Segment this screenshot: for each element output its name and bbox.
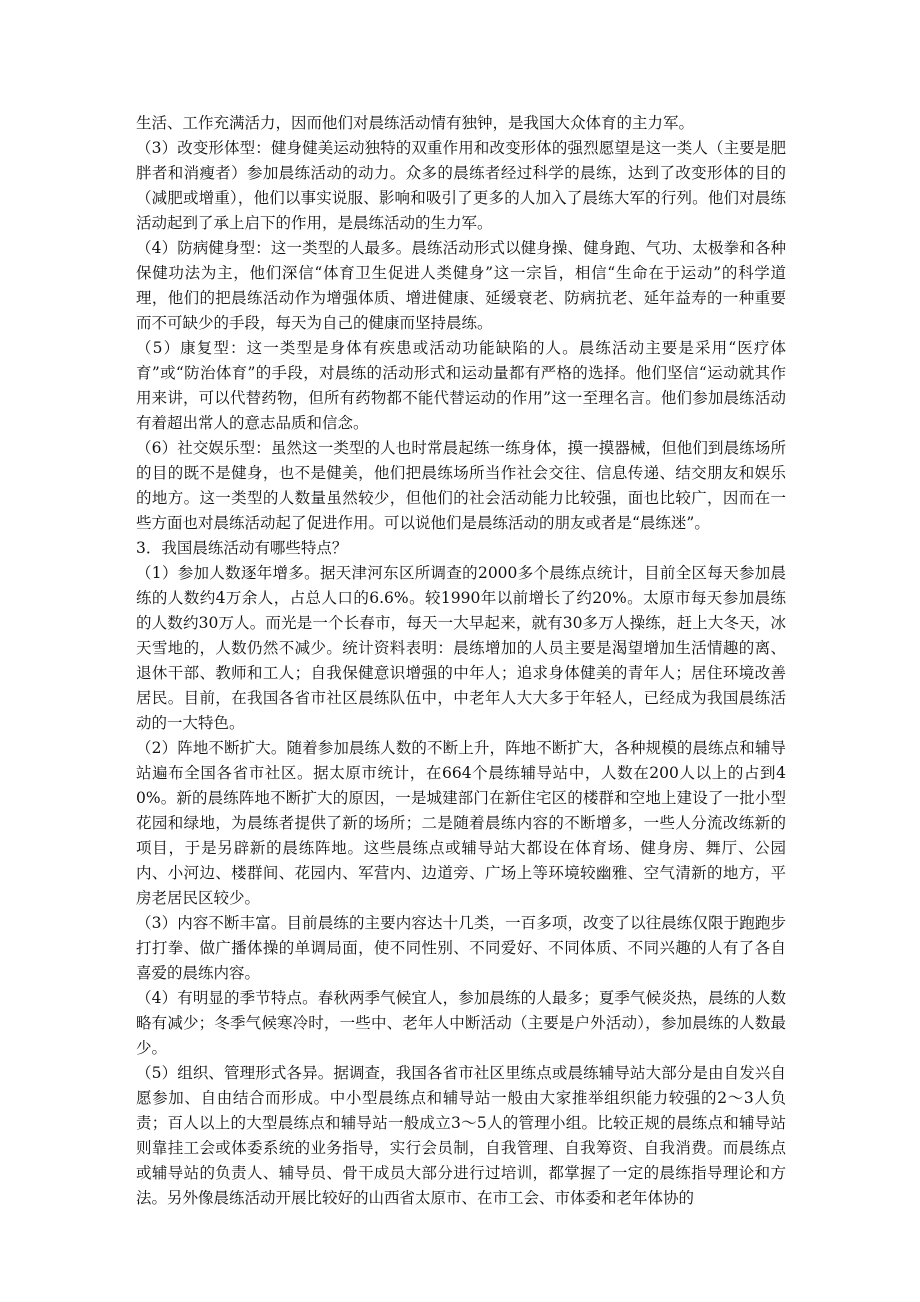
paragraph-feature-3: （3）内容不断丰富。目前晨练的主要内容达十几类，一百多项，改变了以往晨练仅限于跑跑步打打拳、做广播体操的单调局面，使不同性别、不同爱好、不同体质、不同兴趣的人有了各自喜爱的晨练内容。 [136,914,786,982]
paragraph-continuation: 生活、工作充满活力，因而他们对晨练活动情有独钟，是我国大众体育的主力军。 [136,114,695,132]
paragraph-type-4: （4）防病健身型：这一类型的人最多。晨练活动形式以健身操、健身跑、气功、太极拳和各种保健功法为主，他们深信“体育卫生促进人类健身”这一宗旨，相信“生命在于运动”的科学道理，他们的把晨练活动作为增强体质、增进健康、延缓衰老、防病抗老、延年益寿的一种重要而不可缺少的手段，每天为自己的健康而坚持晨练。 [136,239,786,332]
section-heading-question-3: 3．我国晨练活动有哪些特点？ [136,539,348,557]
paragraph-feature-1: （1）参加人数逐年增多。据天津河东区所调查的2000多个晨练点统计，目前全区每天参加晨练的人数约4万余人，占总人口的6.6%。较1990年以前增长了约20%。太原市每天参加晨练的人数约30万人。而光是一个长春市，每天一大早起来，就有30多万人操练，赶上大冬天，冰天雪地的，人数仍然不减少。统计资料表明：晨练增加的人员主要是渴望增加生活情趣的离、退休干部、教师和工人；自我保健意识增强的中年人；追求身体健美的青年人；居住环境改善居民。目前，在我国各省市社区晨练队伍中，中老年人大大多于年轻人，已经成为我国晨练活动的一大特色。 [136,564,786,732]
paragraph-type-3: （3）改变形体型：健身健美运动独特的双重作用和改变形体的强烈愿望是这一类人（主要是肥胖者和消瘦者）参加晨练活动的动力。众多的晨练者经过科学的晨练，达到了改变形体的目的（减肥或增重），他们以事实说服、影响和吸引了更多的人加入了晨练大军的行列。他们对晨练活动起到了承上启下的作用，是晨练活动的生力军。 [136,139,786,232]
paragraph-feature-4: （4）有明显的季节特点。春秋两季气候宜人，参加晨练的人最多；夏季气候炎热，晨练的人数略有减少；冬季气候寒冷时，一些中、老年人中断活动（主要是户外活动），参加晨练的人数最少。 [136,989,786,1057]
paragraph-type-6: （6）社交娱乐型：虽然这一类型的人也时常晨起练一练身体，摸一摸器械，但他们到晨练场所的目的既不是健身，也不是健美，他们把晨练场所当作社会交往、信息传递、结交朋友和娱乐的地方。这一类型的人数量虽然较少，但他们的社会活动能力比较强，面也比较广，因而在一些方面也对晨练活动起了促进作用。可以说他们是晨练活动的朋友或者是“晨练迷”。 [136,439,786,532]
paragraph-feature-2: （2）阵地不断扩大。随着参加晨练人数的不断上升，阵地不断扩大，各种规模的晨练点和辅导站遍布全国各省市社区。据太原市统计，在664个晨练辅导站中，人数在200人以上的占到40%。新的晨练阵地不断扩大的原因，一是城建部门在新住宅区的楼群和空地上建设了一批小型花园和绿地，为晨练者提供了新的场所；二是随着晨练内容的不断增多，一些人分流改练新的项目，于是另辟新的晨练阵地。这些晨练点或辅导站大都设在体育场、健身房、舞厅、公园内、小河边、楼群间、花园内、军营内、边道旁、广场上等环境较幽雅、空气清新的地方，平房老居民区较少。 [136,739,786,907]
paragraph-type-5: （5）康复型：这一类型是身体有疾患或活动功能缺陷的人。晨练活动主要是采用“医疗体育”或“防治体育”的手段，对晨练的活动形式和运动量都有严格的选择。他们坚信“运动就其作用来讲，可以代替药物，但所有药物都不能代替运动的作用”这一至理名言。他们参加晨练活动有着超出常人的意志品质和信念。 [136,339,786,432]
paragraph-feature-5: （5）组织、管理形式各异。据调查，我国各省市社区里练点或晨练辅导站大部分是由自发兴自愿参加、自由结合而形成。中小型晨练点和辅导站一般由大家推举组织能力较强的2～3人负责；百人以上的大型晨练点和辅导站一般成立3～5人的管理小组。比较正规的晨练点和辅导站则靠挂工会或体委系统的业务指导，实行会员制，自我管理、自我筹资、自我消费。而晨练点或辅导站的负责人、辅导员、骨干成员大部分进行过培训，都掌握了一定的晨练指导理论和方法。另外像晨练活动开展比较好的山西省太原市、在市工会、市体委和老年体协的 [136,1064,786,1207]
document-page [136,111,786,1211]
